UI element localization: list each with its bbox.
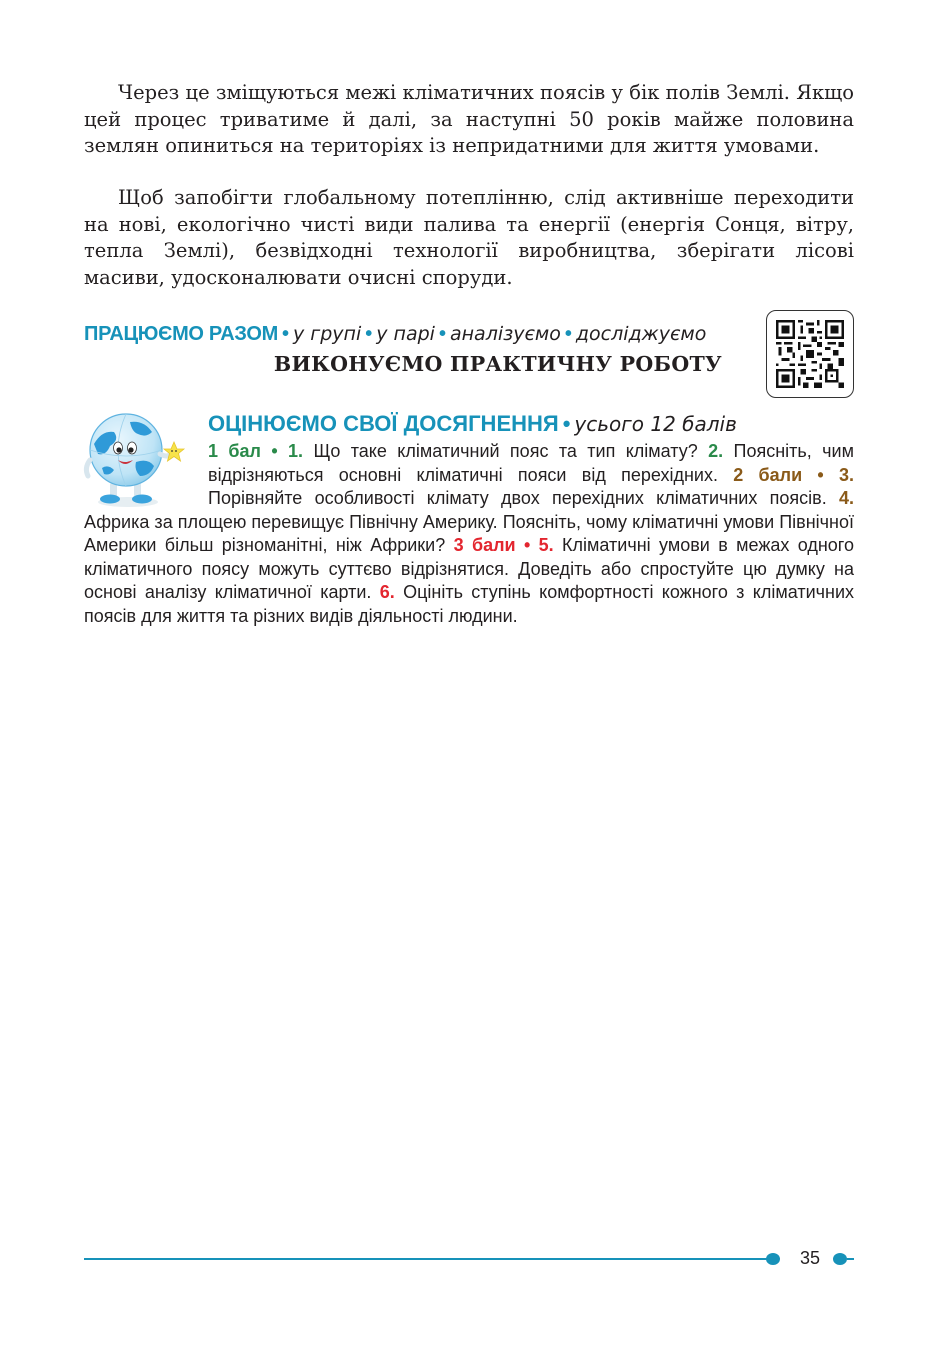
qr-code[interactable] xyxy=(766,310,854,398)
work-together-title: ПРАЦЮЄМО РАЗОМ xyxy=(84,323,278,345)
mode-group: у групі xyxy=(292,323,362,345)
mode-research: досліджуємо xyxy=(575,323,707,345)
score-3: 3 бали • xyxy=(453,535,539,555)
score-1: 1 бал • xyxy=(208,441,289,461)
mode-pair: у парі xyxy=(376,323,435,345)
footer-marker-icon xyxy=(828,1250,854,1268)
question-4-number: 4. xyxy=(838,488,854,508)
paragraph-climate-shift: Через це зміщуються межі кліматичних поясів у бік полів Землі. Якщо цей процес триватиме й далі, за наступні 50 років майже половина землян опиниться на територіях із непридатними для життя умовами. xyxy=(84,81,854,157)
question-6: Оцініть ступінь комфортності кожного з кліматичних поясів для життя та різних видів діяльності людини. xyxy=(84,582,855,626)
page-number: 35 xyxy=(799,1248,821,1268)
assessment-heading: ОЦІНЮЄМО СВОЇ ДОСЯГНЕННЯ • усього 12 балів xyxy=(208,411,737,436)
footer-divider xyxy=(84,1258,764,1260)
paragraph-prevent-warming: Щоб запобігти глобальному потеплінню, слід активніше переходити на нові, екологічно чисті види палива та енергії (енергія Сонця, вітру, тепла Землі), безвідходні технології виробництва, зберігати лісові масиви, удосконалювати очисні споруди. xyxy=(84,186,854,289)
practical-work-title: ВИКОНУЄМО ПРАКТИЧНУ РОБОТУ xyxy=(273,352,722,376)
question-1-number: 1. xyxy=(288,441,304,461)
assessment-title: ОЦІНЮЄМО СВОЇ ДОСЯГНЕННЯ xyxy=(208,411,559,436)
qr-code-icon xyxy=(776,320,844,388)
assessment-questions xyxy=(84,440,854,628)
question-5: Кліматичні умови в межах одного кліматичного поясу можуть суттєво відрізнятися. Доведіть або спростуйте цю думку на основі аналізу кліматичної карти. xyxy=(84,535,854,602)
question-5-number: 5. xyxy=(538,535,554,555)
question-1: Що таке кліматичний пояс та тип клімату? xyxy=(303,441,709,461)
score-2: 2 бали • xyxy=(733,464,839,485)
mode-analyze: аналізуємо xyxy=(449,323,561,345)
question-3-number: 3. xyxy=(838,464,854,485)
footer-marker-icon xyxy=(763,1250,783,1268)
work-together-heading: ПРАЦЮЄМО РАЗОМ • у групі • у парі • аналізуємо • досліджуємо xyxy=(84,323,707,345)
assessment-total: усього 12 балів xyxy=(574,412,737,436)
question-3: Порівняйте особливості клімату двох перехідних кліматичних поясів. xyxy=(208,488,839,508)
question-2: Поясніть, чим відрізняються основні кліматичні пояси від перехідних. xyxy=(208,441,854,485)
question-2-number: 2. xyxy=(708,441,724,461)
question-6-number: 6. xyxy=(379,582,395,602)
question-4: Африка за площею перевищує Північну Америку. Поясніть, чому кліматичні умови Північної Америки більш різноманітні, ніж Африки? xyxy=(84,511,854,555)
